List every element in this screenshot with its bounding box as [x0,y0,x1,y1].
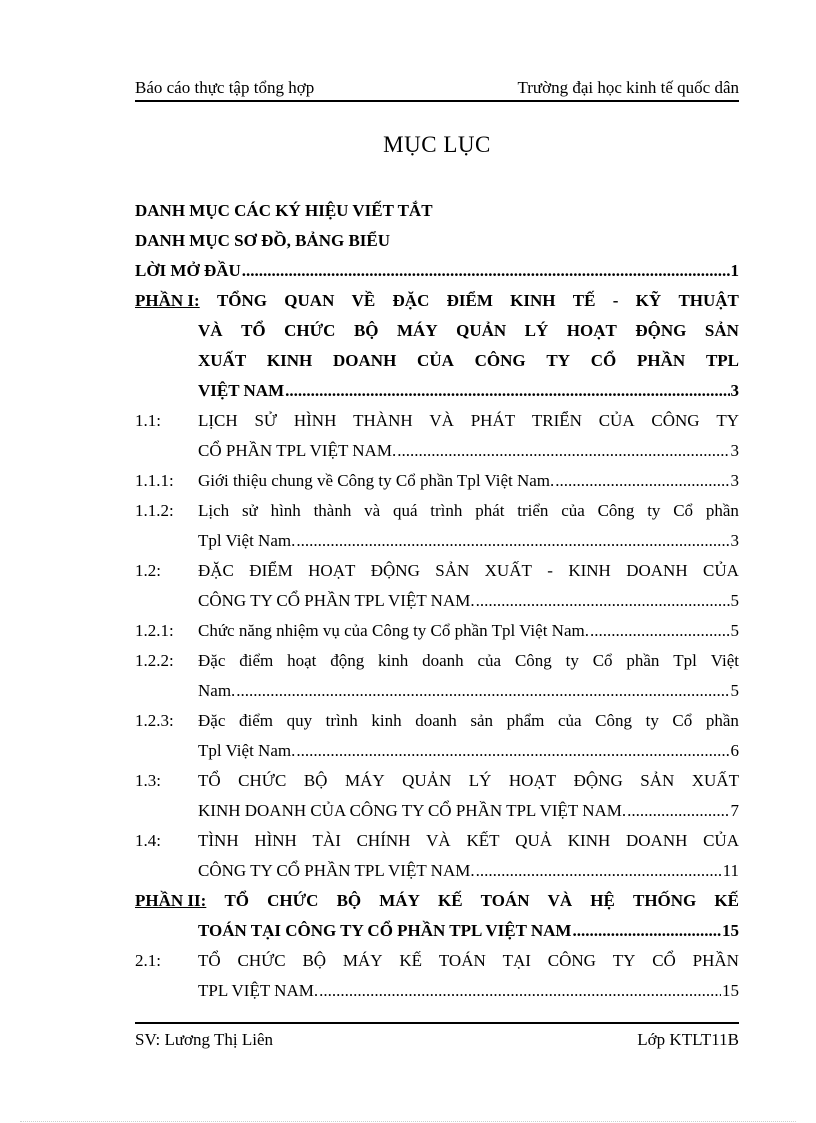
part-label: PHẦN II: [135,891,207,910]
table-of-contents [135,196,739,1006]
toc-word: phẩm [506,711,545,730]
toc-word: CHÍNH [356,831,411,850]
part-label: PHẦN I: [135,291,200,310]
toc-word: XUẤT [198,351,247,370]
toc-word: kinh [371,711,402,730]
toc-word: XUẤT [484,561,532,580]
dot-leader [627,796,729,826]
toc-word: CÔNG [547,951,596,970]
section-number: 1.2.1: [135,621,174,640]
toc-page-number: 11 [722,861,739,880]
toc-entry-1-2[interactable] [135,556,739,616]
toc-word: TỔNG [216,291,268,310]
toc-entry-text: CÔNG TY CỔ PHẦN TPL VIỆT NAM. [198,861,475,880]
toc-word: sử [241,501,258,520]
toc-word: Công [514,651,552,670]
toc-word: Công [597,501,635,520]
toc-entry-1-4[interactable] [135,826,739,886]
toc-word: Lịch [198,501,230,520]
toc-word: kinh [378,651,409,670]
footer-class: Lớp KTLT11B [637,1030,739,1049]
section-number: 1.4: [135,831,161,850]
toc-word: hoạt [287,651,317,670]
toc-entry-text: DANH MỤC CÁC KÝ HIỆU VIẾT TẮT [135,201,433,220]
toc-word: doanh [415,711,457,730]
toc-word: phần [626,651,660,670]
toc-word: KINH [567,831,611,850]
dot-leader [296,736,729,766]
toc-word: CÔNG [651,411,700,430]
toc-word: của [477,651,502,670]
toc-word: BỘ [353,321,379,340]
toc-word: ĐỘNG [573,771,623,790]
toc-word: LÝ [524,321,549,340]
toc-page-number: 5 [730,621,739,640]
toc-word: QUẢ [515,831,553,850]
toc-word: HÌNH [254,831,297,850]
header-university: Trường đại học kinh tế quốc dân [517,78,739,97]
toc-word: Tpl [673,651,697,670]
toc-word: hình [270,501,301,520]
toc-word: HÌNH [293,411,337,430]
toc-page-number: 3 [730,381,739,400]
toc-word: XUẤT [691,771,739,790]
toc-entry-1-1-1[interactable] [135,466,739,496]
toc-word: HỆ [590,891,615,910]
header-report-title: Báo cáo thực tập tổng hợp [135,78,315,97]
toc-page-number: 3 [730,531,739,550]
toc-line [198,766,739,796]
toc-entry-1-2-3[interactable] [135,706,739,766]
toc-word: MÁY [344,771,385,790]
toc-word: Đặc [198,651,226,670]
toc-word: QUAN [284,291,335,310]
toc-word: VÀ [429,411,454,430]
toc-page-number: 7 [730,801,739,820]
dot-leader [555,466,729,496]
toc-word: KẾ [399,951,423,970]
toc-word: MÁY [342,951,383,970]
toc-word: KINH [266,351,313,370]
toc-word: quy [286,711,313,730]
toc-word: KINH [568,561,611,580]
toc-word: CHỨC [238,771,287,790]
toc-word: HOẠT [508,771,557,790]
dot-leader [319,976,721,1006]
toc-word: QUẢN [402,771,452,790]
toc-word: ty [645,711,659,730]
toc-word: VỀ [351,291,376,310]
toc-word: PHẦN [692,951,739,970]
toc-word: ty [647,501,661,520]
toc-word: HOẠT [566,321,617,340]
toc-word: VÀ [198,321,223,340]
toc-word: - [547,561,553,580]
dot-leader [242,256,730,286]
toc-word: LÝ [468,771,492,790]
toc-word: Đặc [198,711,226,730]
dot-leader [476,856,722,886]
toc-word: Cổ [672,711,693,730]
toc-word: PHÁT [470,411,516,430]
toc-word: SẢN [640,771,675,790]
toc-entry-1-1[interactable] [135,406,739,466]
toc-word: KẾ [714,891,739,910]
toc-entry-1-2-1[interactable] [135,616,739,646]
toc-word: TY [716,411,739,430]
toc-entry-1-2-2[interactable] [135,646,739,706]
toc-page-number: 15 [722,981,739,1000]
toc-entry-text: TPL VIỆT NAM. [198,981,319,1000]
dot-leader [476,586,730,616]
toc-word: TPL [705,351,739,370]
toc-word: TẠI [502,951,531,970]
toc-line [198,496,739,526]
toc-line [135,286,739,316]
page-title: MỤC LỤC [383,132,491,157]
toc-word: TRIỂN [531,411,582,430]
toc-entry-part-2[interactable] [135,886,739,946]
dot-leader [572,916,721,946]
toc-line [198,706,739,736]
toc-word: điểm [239,651,274,670]
page-header [135,76,739,102]
toc-word: HOẠT [308,561,356,580]
toc-word: ĐỘNG [370,561,420,580]
dot-leader [397,436,729,466]
toc-word: MÁY [379,891,420,910]
toc-word: ĐIỂM [249,561,293,580]
toc-word: CỦA [417,351,454,370]
page-boundary [20,1121,796,1122]
section-number: 2.1: [135,951,161,970]
toc-word: phát [475,501,505,520]
toc-word: BỘ [302,951,327,970]
toc-word: Cổ [673,501,694,520]
toc-line [198,316,739,346]
toc-word: LỊCH [198,411,238,430]
toc-entry-text: Tpl Việt Nam. [198,531,296,550]
toc-entry-1-3[interactable] [135,766,739,826]
toc-word: phần [705,711,739,730]
toc-entry-text: TOÁN TẠI CÔNG TY CỔ PHẦN TPL VIỆT NAM [198,921,572,940]
dot-leader [590,616,730,646]
toc-word: ty [565,651,579,670]
toc-word: PHẦN [637,351,686,370]
toc-line [198,646,739,676]
toc-entry-text: Tpl Việt Nam. [198,741,296,760]
toc-entry-1-1-2[interactable] [135,496,739,556]
section-number: 1.2.3: [135,711,174,730]
toc-word: trình [430,501,463,520]
toc-word: ĐỘNG [635,321,687,340]
toc-word: trình [325,711,358,730]
toc-word: ĐIỂM [446,291,493,310]
toc-word: SẢN [435,561,470,580]
toc-word: DOANH [333,351,397,370]
toc-line [198,406,739,436]
section-number: 1.3: [135,771,161,790]
toc-entry-introduction[interactable] [135,256,739,286]
toc-word: của [561,501,585,520]
toc-word: BỘ [303,771,328,790]
toc-word: BỘ [336,891,362,910]
toc-page-number: 5 [730,591,739,610]
toc-word: điểm [238,711,273,730]
toc-word: QUẢN [456,321,507,340]
dot-leader [296,526,729,556]
toc-word: TỔ [224,891,249,910]
toc-line [198,556,739,586]
toc-word: CỔ [652,951,676,970]
toc-word: doanh [422,651,464,670]
toc-word: KẾT [466,831,500,850]
toc-word: ĐẶC [198,561,234,580]
toc-word: TY [612,951,636,970]
dot-leader [236,676,729,706]
toc-word: THỐNG [632,891,697,910]
toc-entry-text: Chức năng nhiệm vụ của Công ty Cổ phần Tpl Việt Nam. [198,621,589,640]
toc-word: TOÁN [438,951,486,970]
toc-entry-text: DANH MỤC SƠ ĐỒ, BẢNG BIỂU [135,231,391,250]
toc-word: CÔNG [474,351,526,370]
toc-entry-text: Nam. [198,681,236,700]
toc-word: CỔ [590,351,617,370]
section-number: 1.1.2: [135,501,174,520]
toc-word: Công [595,711,632,730]
section-number: 1.1.1: [135,471,174,490]
toc-word: CHỨC [284,321,336,340]
section-number: 1.2: [135,561,161,580]
toc-word: KẾ [437,891,463,910]
toc-word: TÀI [312,831,341,850]
toc-page-number: 6 [730,741,739,760]
toc-word: TỔ [198,951,221,970]
toc-page-number: 5 [730,681,739,700]
toc-word: TỔ [198,771,221,790]
toc-word: của [557,711,582,730]
toc-word: TÌNH [198,831,239,850]
toc-line [198,826,739,856]
toc-page-number: 3 [730,471,739,490]
toc-entry-text: KINH DOANH CỦA CÔNG TY CỔ PHẦN TPL VIỆT NAM. [198,801,627,820]
toc-word: CHỨC [267,891,319,910]
toc-word: CHỨC [237,951,286,970]
toc-word: thành [313,501,352,520]
toc-entry-text: LỜI MỞ ĐẦU [135,261,241,280]
toc-entry-diagrams[interactable] [135,226,739,256]
toc-word: MÁY [397,321,438,340]
toc-entry-text: CÔNG TY CỔ PHẦN TPL VIỆT NAM. [198,591,475,610]
toc-word: THÀNH [353,411,413,430]
toc-line [198,946,739,976]
toc-word: ĐẶC [392,291,430,310]
toc-line [198,346,739,376]
toc-page-number: 3 [730,441,739,460]
toc-page-number: 15 [722,921,739,940]
toc-line [135,886,739,916]
toc-entry-part-1[interactable] [135,286,739,406]
toc-word: VÀ [547,891,573,910]
toc-word: TY [546,351,571,370]
toc-entry-text: CỔ PHẦN TPL VIỆT NAM. [198,441,397,460]
footer-student-name: SV: Lương Thị Liên [135,1030,273,1049]
toc-word: DOANH [626,561,688,580]
toc-word: DOANH [625,831,688,850]
dot-leader [285,376,729,406]
toc-word: sản [470,711,493,730]
toc-word: và [364,501,381,520]
toc-word: quá [392,501,418,520]
toc-entry-2-1[interactable] [135,946,739,1006]
section-number: 1.2.2: [135,651,174,670]
toc-word: phần [705,501,739,520]
toc-entry-abbreviations[interactable] [135,196,739,226]
toc-word: THUẬT [678,291,739,310]
toc-word: SẢN [704,321,739,340]
toc-word: triển [517,501,549,520]
toc-word: động [330,651,365,670]
toc-word: TOÁN [480,891,530,910]
page-footer [135,1022,739,1050]
toc-word: CỦA [703,831,739,850]
toc-word: - [612,291,619,310]
toc-word: SỬ [254,411,278,430]
toc-entry-text: Giới thiệu chung về Công ty Cổ phần Tpl Việt Nam. [198,471,555,490]
toc-word: VÀ [426,831,451,850]
toc-entry-text: VIỆT NAM [198,381,285,400]
toc-word: CỦA [703,561,739,580]
toc-word: CỦA [598,411,635,430]
toc-word: TẾ [572,291,596,310]
toc-word: Cổ [592,651,613,670]
toc-word: KỸ [635,291,662,310]
toc-word: TỔ [241,321,266,340]
toc-word: Việt [710,651,739,670]
section-number: 1.1: [135,411,161,430]
toc-page-number: 1 [730,261,739,280]
toc-word: KINH [510,291,556,310]
